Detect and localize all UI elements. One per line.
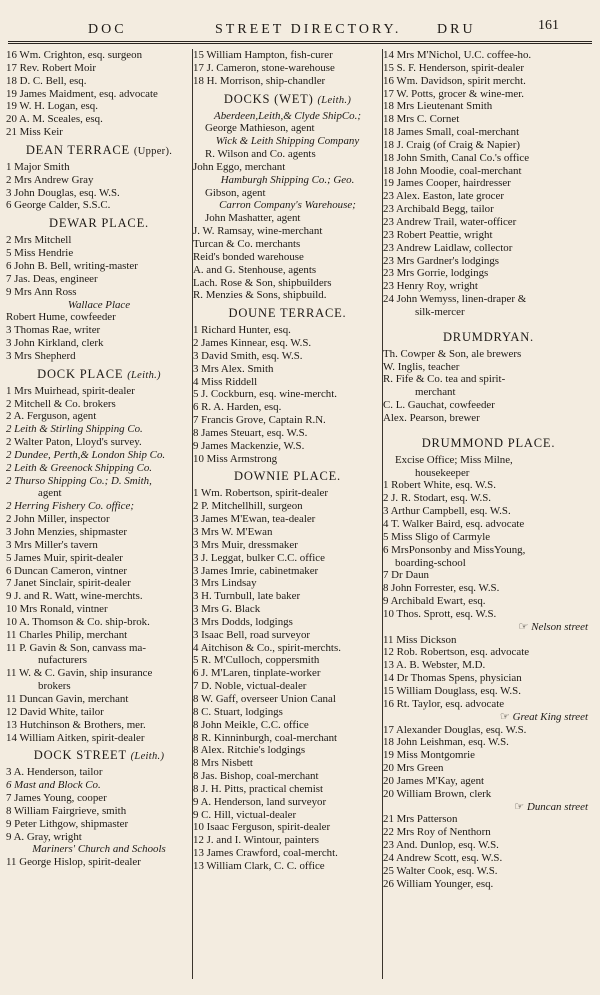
street-qualifier: (Leith.) [317,94,352,106]
directory-entry: 2 Leith & Greenock Shipping Co. [6,461,152,474]
directory-entry: 20 A. M. Sceales, esq. [6,113,103,126]
directory-entry: 7 Jas. Deas, engineer [6,272,98,285]
street-name: DRUMMOND PLACE. [421,435,556,450]
street-heading [193,88,382,110]
directory-entry: 20 William Brown, clerk [383,787,492,800]
directory-entry: 2 Mrs Andrew Gray [6,173,94,186]
directory-entry: 18 D. C. Bell, esq. [6,74,87,87]
directory-entry: 3 James M'Ewan, tea-dealer [193,513,316,526]
directory-entry: 15 S. F. Henderson, spirit-dealer [383,61,524,74]
directory-entry: 3 John Douglas, esq. W.S. [6,186,120,199]
directory-entry: 10 Thos. Sprott, esq. W.S. [383,607,497,620]
directory-entry: 26 William Younger, esq. [383,877,494,890]
directory-entry: 19 James Maidment, esq. advocate [6,87,158,100]
directory-entry: 2 Dundee, Perth,& London Ship Co. [6,448,166,461]
entry-continuation: silk-mercer [415,305,465,318]
directory-entry: Robert Hume, cowfeeder [6,311,116,324]
directory-entry: 8 John Meikle, C.C. office [193,718,309,731]
street-name: DEWAR PLACE. [49,216,149,231]
directory-entry: 8 John Forrester, esq. W.S. [383,582,500,595]
entry-continuation: John Mashatter, agent [205,212,301,225]
directory-entry: 13 James Crawford, coal-mercht. [193,847,338,860]
directory-entry: 7 Francis Grove, Captain R.N. [193,414,326,427]
directory-entry: 3 Mrs Dodds, lodgings [193,615,293,628]
directory-entry: Reid's bonded warehouse [193,250,304,263]
institution-line: Wallace Place [67,298,131,311]
directory-entry: 10 Mrs Ronald, vintner [6,603,108,616]
street-heading [383,326,594,348]
directory-entry: 21 Mrs Patterson [383,813,458,826]
directory-entry: 5 R. M'Culloch, coppersmith [193,654,320,667]
street-heading [6,212,192,234]
directory-entry: Th. Cowper & Son, ale brewers [383,347,522,360]
column-1 [6,49,192,979]
street-name: DOWNIE PLACE. [234,469,341,484]
directory-entry: 23 Alex. Easton, late grocer [383,190,504,203]
directory-entry: 5 Miss Hendrie [6,247,74,260]
directory-entry: 22 Mrs Roy of Nenthorn [383,826,491,839]
directory-entry: 3 Arthur Campbell, esq. W.S. [383,505,511,518]
directory-entry: 2 Walter Paton, Lloyd's survey. [6,436,142,449]
directory-entry: 24 John Wemyss, linen-draper & [383,293,527,306]
entry-continuation: boarding-school [395,556,466,569]
directory-entry: Lach. Rose & Son, shipbuilders [193,276,332,289]
institution-line: Hamburgh Shipping Co.; Geo. [220,173,355,186]
directory-entry: 1 Richard Hunter, esq. [193,324,291,337]
directory-entry: 9 A. Gray, wright [6,830,82,843]
street-heading [193,465,382,487]
directory-entry: 23 Mrs Gorrie, lodgings [383,267,489,280]
directory-entry: 2 P. Mitchellhill, surgeon [193,500,303,513]
directory-entry: 23 Robert Peattie, wright [383,228,493,241]
directory-entry: 2 J. R. Stodart, esq. W.S. [383,492,492,505]
directory-entry: 6 MrsPonsonby and MissYoung, [383,543,526,556]
directory-entry: 19 James Cooper, hairdresser [383,177,511,190]
directory-entry: 15 William Douglass, esq. W.S. [383,684,521,697]
directory-entry: 14 Dr Thomas Spens, physician [383,672,522,685]
directory-entry: J. W. Ramsay, wine-merchant [193,225,323,238]
directory-entry: 6 R. A. Harden, esq. [193,401,282,414]
directory-entry: 9 Archibald Ewart, esq. [383,595,486,608]
directory-entry: 23 Mrs Gardner's lodgings [383,254,500,267]
directory-entry: 18 John Moodie, coal-merchant [383,164,522,177]
directory-entry: 3 Mrs Miller's tavern [6,538,98,551]
directory-entry: 8 C. Stuart, lodgings [193,705,283,718]
directory-entry: R. Fife & Co. tea and spirit- [383,373,506,386]
directory-entry: 13 A. B. Webster, M.D. [383,659,486,672]
header-right-guide: DRU [437,22,476,37]
cross-street-marker [383,711,594,724]
directory-entry: 3 Mrs G. Black [193,603,261,616]
entry-continuation: brokers [38,680,71,693]
directory-entry: 3 Isaac Bell, road surveyor [193,628,311,641]
directory-entry: 18 J. Craig (of Craig & Napier) [383,138,521,151]
cross-street-name: Nelson street [531,620,588,633]
entry-continuation: nufacturers [38,654,87,667]
pointing-hand-icon: ☞ [514,800,524,813]
directory-entry: 4 Aitchison & Co., spirit-merchts. [193,641,341,654]
institution-line: Aberdeen,Leith,& Clyde ShipCo.; [214,109,361,122]
directory-entry: 20 Mrs Green [383,762,444,775]
directory-entry: 14 Mrs M'Nichol, U.C. coffee-ho. [383,49,532,61]
spacer [383,425,594,432]
directory-entry: 8 R. Kinninburgh, coal-merchant [193,731,338,744]
header-rule [8,41,592,44]
street-name: DOCK PLACE [37,366,124,381]
directory-entry: 8 Alex. Ritchie's lodgings [193,744,306,757]
directory-entry: 6 John B. Bell, writing-master [6,259,138,272]
directory-entry: 13 Hutchinson & Brothers, mer. [6,718,146,731]
directory-entry: 19 W. H. Logan, esq. [6,100,98,113]
directory-entry: 3 Mrs W. M'Ewan [193,526,273,538]
street-qualifier: (Upper). [133,145,173,157]
directory-entry: 18 James Small, coal-merchant [383,126,520,139]
directory-entry: 2 A. Ferguson, agent [6,410,97,423]
column-2 [193,49,382,979]
directory-entry: 3 David Smith, esq. W.S. [193,349,303,362]
directory-entry: 17 Rev. Robert Moir [6,61,97,74]
cross-street-marker [383,621,594,634]
directory-entry: 4 T. Walker Baird, esq. advocate [383,518,525,530]
directory-entry: 4 Miss Riddell [193,375,258,388]
directory-entry: Alex. Pearson, brewer [383,411,480,424]
directory-entry: 1 Wm. Robertson, spirit-dealer [193,487,328,500]
directory-entry: 1 Mrs Muirhead, spirit-dealer [6,384,135,397]
cross-street-marker [383,801,594,814]
directory-entry: 3 Mrs Alex. Smith [193,362,274,375]
entry-continuation: merchant [415,386,456,399]
directory-entry: 6 Duncan Cameron, vintner [6,564,127,577]
street-heading [6,139,192,161]
street-heading [6,744,192,766]
directory-entry: 18 Mrs C. Cornet [383,113,460,126]
directory-entry: 23 Andrew Laidlaw, collector [383,241,513,254]
directory-entry: 9 A. Henderson, land surveyor [193,795,327,808]
directory-entry: 7 Dr Daun [383,569,429,582]
header-title: STREET DIRECTORY. [215,22,402,37]
directory-entry: 2 James Kinnear, esq. W.S. [193,337,312,350]
directory-entry: 3 Mrs Lindsay [193,577,257,590]
page-number: 161 [538,18,559,33]
directory-entry: A. and G. Stenhouse, agents [193,263,317,276]
directory-entry: 12 Rob. Robertson, esq. advocate [383,646,530,659]
directory-entry: 8 Mrs Nisbett [193,757,253,770]
directory-entry: 7 James Young, cooper [6,792,107,805]
directory-entry: 18 John Smith, Canal Co.'s office [383,151,530,164]
entry-continuation: Excise Office; Miss Milne, [395,453,513,466]
running-header [0,18,600,42]
directory-entry: 20 James M'Kay, agent [383,774,485,787]
street-name: DEAN TERRACE [25,142,130,157]
directory-entry: 16 Rt. Taylor, esq. advocate [383,697,505,710]
directory-entry: 17 W. Potts, grocer & wine-mer. [383,87,524,100]
pointing-hand-icon: ☞ [499,710,510,723]
institution-line: Carron Company's Warehouse; [219,199,356,212]
directory-entry: 2 Thurso Shipping Co.; D. Smith, [6,474,152,487]
directory-entry: 25 Walter Cook, esq. W.S. [383,864,498,877]
directory-entry: 11 Duncan Gavin, merchant [6,692,129,705]
directory-entry: John Eggo, merchant [193,160,286,173]
directory-entry: 12 David White, tailor [6,705,104,718]
directory-entry: 7 Janet Sinclair, spirit-dealer [6,577,131,590]
directory-entry: 19 Miss Montgomrie [383,749,475,762]
directory-entry: 1 Robert White, esq. W.S. [383,479,496,492]
institution-line: Mariners' Church and Schools [32,843,166,856]
directory-entry: 1 Major Smith [6,160,70,173]
directory-entry: 10 A. Thomson & Co. ship-brok. [6,615,150,628]
street-heading [193,302,382,324]
directory-entry: R. Menzies & Sons, shipbuild. [193,289,327,302]
directory-entry: 9 James Mackenzie, W.S. [193,439,305,452]
street-heading [383,432,594,454]
directory-entry: 3 John Menzies, shipmaster [6,526,127,538]
directory-entry: 8 J. H. Pitts, practical chemist [193,782,324,795]
directory-entry: 8 Jas. Bishop, coal-merchant [193,770,319,783]
directory-entry: C. L. Gauchat, cowfeeder [383,399,495,412]
directory-entry: 6 Mast and Block Co. [6,779,101,792]
directory-entry: 10 Miss Armstrong [193,452,278,465]
directory-entry: 3 James Imrie, cabinetmaker [193,564,319,577]
directory-entry: 10 Isaac Ferguson, spirit-dealer [193,821,331,834]
street-qualifier: (Leith.) [130,751,165,763]
directory-entry: 11 W. & C. Gavin, ship insurance [6,667,153,680]
directory-entry: 9 J. and R. Watt, wine-merchts. [6,590,143,603]
directory-entry: 6 J. M'Laren, tinplate-worker [193,667,321,680]
directory-entry: 23 Andrew Trail, water-officer [383,215,517,228]
directory-entry: 3 Mrs Muir, dressmaker [193,538,298,551]
directory-entry: 16 Wm. Crighton, esq. surgeon [6,49,143,61]
directory-entry: 18 H. Morrison, ship-chandler [193,74,326,87]
directory-entry: 18 John Leishman, esq. W.S. [383,736,509,749]
cross-street-name: Great King street [512,710,588,723]
directory-entry: 21 Miss Keir [6,126,63,139]
street-heading [6,363,192,385]
directory-entry: 18 Mrs Lieutenant Smith [383,100,493,113]
directory-entry: 14 William Aitken, spirit-dealer [6,731,145,744]
directory-entry: 3 J. Leggat, bulker C.C. office [193,551,325,564]
directory-entry: 8 W. Gaff, overseer Union Canal [193,692,336,705]
directory-entry: 2 Mrs Mitchell [6,234,72,247]
directory-entry: 2 John Miller, inspector [6,513,110,526]
directory-entry: Turcan & Co. merchants [193,237,301,250]
directory-entry: 3 H. Turnbull, late baker [193,590,301,603]
directory-entry: 17 J. Cameron, stone-warehouse [193,61,335,74]
directory-entry: 24 Andrew Scott, esq. W.S. [383,851,503,864]
directory-entry: 11 P. Gavin & Son, canvass ma- [6,641,146,654]
directory-entry: 11 Charles Philip, merchant [6,628,128,641]
directory-entry: 3 John Kirkland, clerk [6,337,104,350]
directory-entry: 9 Mrs Ann Ross [6,285,77,298]
street-name: DRUMDRYAN. [442,329,534,344]
directory-entry: 23 Archibald Begg, tailor [383,203,494,216]
street-name: DOUNE TERRACE. [228,306,347,321]
directory-entry: 5 J. Cockburn, esq. wine-mercht. [193,388,337,401]
directory-entry: 7 D. Noble, victual-dealer [193,680,307,693]
directory-entry: 16 Wm. Davidson, spirit mercht. [383,74,526,87]
street-name: DOCKS (WET) [223,91,314,106]
entry-continuation: agent [38,487,62,500]
directory-entry: 12 J. and I. Wintour, painters [193,834,319,847]
directory-entry: 17 Alexander Douglas, esq. W.S. [383,723,527,736]
street-qualifier: (Leith.) [127,369,161,381]
directory-entry: 8 William Fairgrieve, smith [6,804,127,817]
directory-entry: 9 Peter Lithgow, shipmaster [6,817,129,830]
entry-continuation: George Mathieson, agent [205,122,315,135]
entry-continuation: R. Wilson and Co. agents [205,148,316,161]
institution-line: Wick & Leith Shipping Company [215,135,360,148]
spacer [383,319,594,326]
directory-entry: 2 Leith & Stirling Shipping Co. [6,423,143,436]
directory-entry: 15 William Hampton, fish-curer [193,49,333,61]
directory-entry: 3 Thomas Rae, writer [6,324,101,337]
directory-entry: 23 Henry Roy, wright [383,280,478,293]
pointing-hand-icon: ☞ [518,620,529,633]
directory-entry: 2 Herring Fishery Co. office; [6,500,134,513]
header-left-guide: DOC [88,22,127,37]
directory-entry: 3 A. Henderson, tailor [6,766,103,779]
entry-continuation: Gibson, agent [205,186,266,199]
directory-entry: 5 Miss Sligo of Carmyle [383,530,491,543]
directory-entry: 3 Mrs Shepherd [6,349,76,362]
directory-entry: 8 James Steuart, esq. W.S. [193,426,308,439]
directory-entry: 9 C. Hill, victual-dealer [193,808,297,821]
directory-entry: 11 George Hislop, spirit-dealer [6,856,141,869]
directory-entry: 2 Mitchell & Co. brokers [6,397,116,410]
entry-continuation: housekeeper [415,466,470,479]
directory-entry: 13 William Clark, C. C. office [193,859,325,872]
cross-street-name: Duncan street [527,800,588,813]
directory-entry: 11 Miss Dickson [383,633,457,646]
directory-entry: 5 James Muir, spirit-dealer [6,551,123,564]
directory-entry: W. Inglis, teacher [383,360,460,373]
directory-entry: 6 George Calder, S.S.C. [6,199,111,212]
column-3 [383,49,594,979]
directory-entry: 23 And. Dunlop, esq. W.S. [383,839,499,852]
street-name: DOCK STREET [33,748,127,763]
